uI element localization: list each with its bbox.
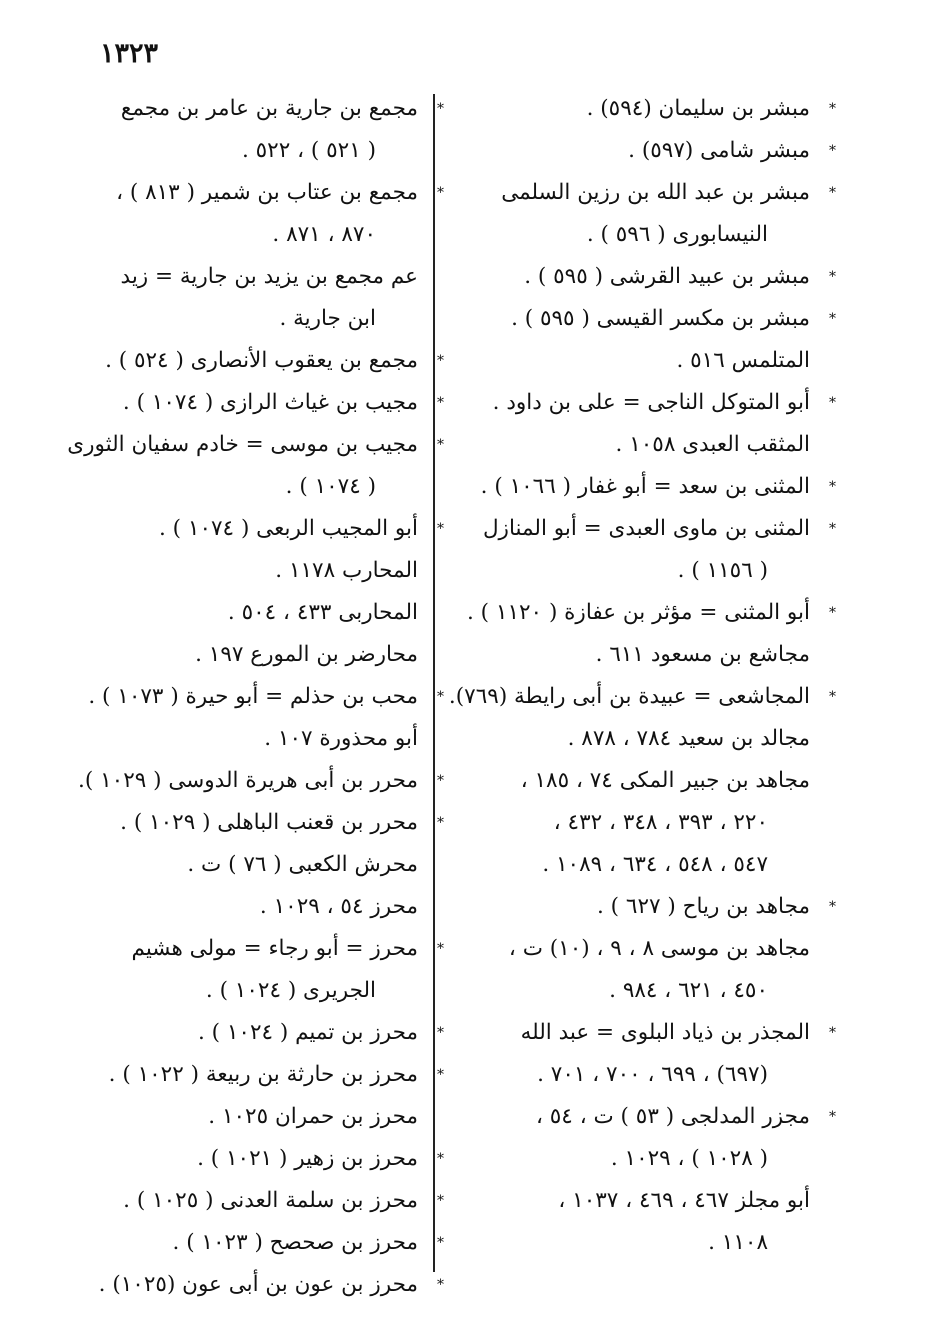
entry-text: مجاهد بن رياح ( ٦٢٧ ) . bbox=[597, 894, 810, 919]
entry-continuation: (٦٩٧) ، ٦٩٩ ، ٧٠٠ ، ٧٠١ . bbox=[537, 1062, 768, 1087]
entry-continuation: النيسابورى ( ٥٩٦ ) . bbox=[586, 222, 768, 247]
index-column-left bbox=[58, 88, 444, 1306]
entry-text: مجزر المدلجى ( ٥٣ ) ت ، ٥٤ ، bbox=[535, 1104, 810, 1129]
index-entry bbox=[450, 424, 810, 466]
asterisk-icon: * bbox=[829, 395, 836, 411]
index-entry bbox=[58, 340, 444, 382]
entry-text: محرر بن قعنب الباهلى ( ١٠٢٩ ) . bbox=[120, 810, 418, 835]
asterisk-icon: * bbox=[829, 185, 836, 201]
entry-text: محرز بن صحصح ( ١٠٢٣ ) . bbox=[172, 1230, 418, 1255]
entry-text: المجذر بن ذياد البلوى = عبد الله bbox=[520, 1020, 810, 1045]
entry-continuation: الجريرى ( ١٠٢٤ ) . bbox=[205, 978, 376, 1003]
asterisk-icon: * bbox=[437, 353, 444, 369]
index-entry bbox=[58, 1264, 444, 1306]
entry-text: محرز بن تميم ( ١٠٢٤ ) . bbox=[197, 1020, 418, 1045]
asterisk-icon: * bbox=[829, 605, 836, 621]
entry-text: محرز بن عون بن أبى عون (١٠٢٥) . bbox=[98, 1272, 418, 1297]
entry-text: مجاهد بن موسى ٨ ، ٩ ، (١٠) ت ، bbox=[508, 936, 810, 961]
entry-continuation: ( ١٠٢٨ ) ، ١٠٢٩ . bbox=[610, 1146, 768, 1171]
index-entry bbox=[450, 760, 810, 886]
entry-text: المثنى بن ماوى العبدى = أبو المنازل bbox=[482, 516, 810, 541]
asterisk-icon: * bbox=[437, 941, 444, 957]
entry-text: محرز = أبو رجاء = مولى هشيم bbox=[131, 936, 418, 961]
entry-text: مجمع بن يعقوب الأنصارى ( ٥٢٤ ) . bbox=[105, 348, 418, 373]
asterisk-icon: * bbox=[437, 773, 444, 789]
asterisk-icon: * bbox=[437, 101, 444, 117]
entry-text: المثقب العبدى ١٠٥٨ . bbox=[615, 432, 810, 457]
entry-text: مبشر بن عبد الله بن رزين السلمى bbox=[501, 180, 810, 205]
index-entry bbox=[58, 1054, 444, 1096]
asterisk-icon: * bbox=[829, 689, 836, 705]
index-entry bbox=[450, 298, 836, 340]
entry-text: مبشر بن مكسر القيسى ( ٥٩٥ ) . bbox=[511, 306, 810, 331]
asterisk-icon: * bbox=[829, 521, 836, 537]
index-entry bbox=[450, 88, 836, 130]
asterisk-icon: * bbox=[829, 479, 836, 495]
entry-text: عم مجمع بن يزيد بن جارية = زيد bbox=[120, 264, 418, 289]
entry-text: مبشر بن عبيد القرشى ( ٥٩٥ ) . bbox=[524, 264, 810, 289]
index-entry bbox=[58, 592, 418, 634]
asterisk-icon: * bbox=[437, 521, 444, 537]
entry-continuation: ٥٤٧ ، ٥٤٨ ، ٦٣٤ ، ١٠٨٩ . bbox=[542, 852, 768, 877]
index-entry bbox=[450, 1012, 836, 1096]
index-entry bbox=[58, 802, 444, 844]
asterisk-icon: * bbox=[829, 269, 836, 285]
entry-text: المحاربى ٤٣٣ ، ٥٠٤ . bbox=[227, 600, 418, 625]
asterisk-icon: * bbox=[829, 899, 836, 915]
entry-continuation: ابن جارية . bbox=[279, 306, 376, 331]
entry-text: محب بن حذلم = أبو حيرة ( ١٠٧٣ ) . bbox=[88, 684, 418, 709]
index-entry bbox=[450, 1096, 836, 1180]
index-entry bbox=[58, 550, 418, 592]
index-column-right bbox=[448, 88, 836, 1264]
entry-text: محرز بن زهير ( ١٠٢١ ) . bbox=[197, 1146, 418, 1171]
asterisk-icon: * bbox=[437, 1235, 444, 1251]
entry-text: مبشر شامى (٥٩٧) . bbox=[628, 138, 810, 163]
index-entry bbox=[58, 634, 418, 676]
entry-text: المثنى بن سعد = أبو غفار ( ١٠٦٦ ) . bbox=[480, 474, 810, 499]
asterisk-icon: * bbox=[437, 1277, 444, 1293]
index-entry bbox=[450, 130, 836, 172]
asterisk-icon: * bbox=[437, 1025, 444, 1041]
index-entry bbox=[58, 172, 444, 256]
entry-text: محرز بن حارثة بن ربيعة ( ١٠٢٢ ) . bbox=[108, 1062, 418, 1087]
entry-text: مجالد بن سعيد ٧٨٤ ، ٨٧٨ . bbox=[567, 726, 810, 751]
index-entry bbox=[450, 172, 836, 256]
asterisk-icon: * bbox=[829, 143, 836, 159]
index-entry bbox=[58, 424, 444, 508]
index-entry bbox=[450, 466, 836, 508]
entry-text: أبو المثنى = مؤثر بن عفازة ( ١١٢٠ ) . bbox=[467, 600, 810, 625]
entry-text: محرز بن حمران ١٠٢٥ . bbox=[208, 1104, 418, 1129]
index-entry bbox=[450, 382, 836, 424]
index-entry bbox=[58, 760, 444, 802]
entry-text: أبو المجيب الربعى ( ١٠٧٤ ) . bbox=[159, 516, 418, 541]
entry-text: محرز بن سلمة العدنى ( ١٠٢٥ ) . bbox=[123, 1188, 418, 1213]
index-entry bbox=[450, 928, 810, 1012]
page-number: ١٣٢٣ bbox=[100, 38, 159, 69]
entry-text: محرر بن أبى هريرة الدوسى ( ١٠٢٩ ). bbox=[78, 768, 418, 793]
asterisk-icon: * bbox=[829, 101, 836, 117]
column-divider bbox=[433, 94, 435, 1272]
index-entry bbox=[58, 928, 444, 1012]
index-entry bbox=[450, 634, 810, 676]
index-entry bbox=[58, 382, 444, 424]
entry-text: محرش الكعبى ( ٧٦ ) ت . bbox=[187, 852, 418, 877]
index-entry bbox=[58, 1222, 444, 1264]
index-entry bbox=[450, 508, 836, 592]
entry-continuation: ( ١١٥٦ ) . bbox=[677, 558, 768, 583]
entry-text: محرز ٥٤ ، ١٠٢٩ . bbox=[259, 894, 418, 919]
entry-continuation: ( ١٠٧٤ ) . bbox=[285, 474, 376, 499]
asterisk-icon: * bbox=[829, 1025, 836, 1041]
entry-continuation: ٢٢٠ ، ٣٩٣ ، ٣٤٨ ، ٤٣٢ ، bbox=[553, 810, 768, 835]
asterisk-icon: * bbox=[437, 437, 444, 453]
index-entry bbox=[450, 1180, 810, 1264]
index-entry bbox=[448, 676, 836, 718]
index-entry bbox=[450, 256, 836, 298]
entry-text: أبو محذورة ١٠٧ . bbox=[264, 726, 418, 751]
index-entry bbox=[450, 340, 810, 382]
entry-text: مبشر بن سليمان (٥٩٤) . bbox=[586, 96, 810, 121]
index-entry bbox=[450, 718, 810, 760]
entry-text: محارضر بن المورع ١٩٧ . bbox=[195, 642, 418, 667]
entry-text: مجاشع بن مسعود ٦١١ . bbox=[595, 642, 810, 667]
entry-text: مجاهد بن جبير المكى ٧٤ ، ١٨٥ ، bbox=[520, 768, 810, 793]
index-entry bbox=[58, 718, 418, 760]
asterisk-icon: * bbox=[437, 1067, 444, 1083]
entry-text: المحارب ١١٧٨ . bbox=[275, 558, 418, 583]
entry-text: مجيب بن موسى = خادم سفيان الثورى bbox=[67, 432, 418, 457]
asterisk-icon: * bbox=[437, 689, 444, 705]
index-entry bbox=[58, 676, 444, 718]
asterisk-icon: * bbox=[437, 395, 444, 411]
index-entry bbox=[58, 1096, 418, 1138]
entry-text: أبو المتوكل الناجى = على بن داود . bbox=[492, 390, 810, 415]
index-entry bbox=[58, 886, 418, 928]
index-entry bbox=[58, 1180, 444, 1222]
index-entry bbox=[450, 592, 836, 634]
index-entry bbox=[58, 844, 418, 886]
asterisk-icon: * bbox=[437, 1193, 444, 1209]
asterisk-icon: * bbox=[437, 815, 444, 831]
entry-text: مجيب بن غياث الرازى ( ١٠٧٤ ) . bbox=[122, 390, 418, 415]
entry-continuation: ١١٠٨ . bbox=[708, 1230, 768, 1255]
index-entry bbox=[450, 886, 836, 928]
asterisk-icon: * bbox=[437, 1151, 444, 1167]
index-entry bbox=[58, 1138, 444, 1180]
entry-continuation: ٤٥٠ ، ٦٢١ ، ٩٨٤ . bbox=[609, 978, 768, 1003]
index-entry bbox=[58, 88, 444, 172]
asterisk-icon: * bbox=[829, 1109, 836, 1125]
entry-continuation: ( ٥٢١ ) ، ٥٢٢ . bbox=[241, 138, 376, 163]
entry-text: المجاشعى = عبيدة بن أبى رايطة (٧٦٩). bbox=[448, 684, 810, 709]
asterisk-icon: * bbox=[829, 311, 836, 327]
index-entry bbox=[58, 1012, 444, 1054]
entry-text: مجمع بن عتاب بن شمير ( ٨١٣ ) ، bbox=[116, 180, 418, 205]
entry-text: مجمع بن جارية بن عامر بن مجمع bbox=[120, 96, 418, 121]
index-entry bbox=[58, 256, 418, 340]
index-entry bbox=[58, 508, 444, 550]
entry-text: المتلمس ٥١٦ . bbox=[676, 348, 810, 373]
asterisk-icon: * bbox=[437, 185, 444, 201]
entry-text: أبو مجلز ٤٦٧ ، ٤٦٩ ، ١٠٣٧ ، bbox=[558, 1188, 810, 1213]
entry-continuation: ٨٧٠ ، ٨٧١ . bbox=[272, 222, 376, 247]
